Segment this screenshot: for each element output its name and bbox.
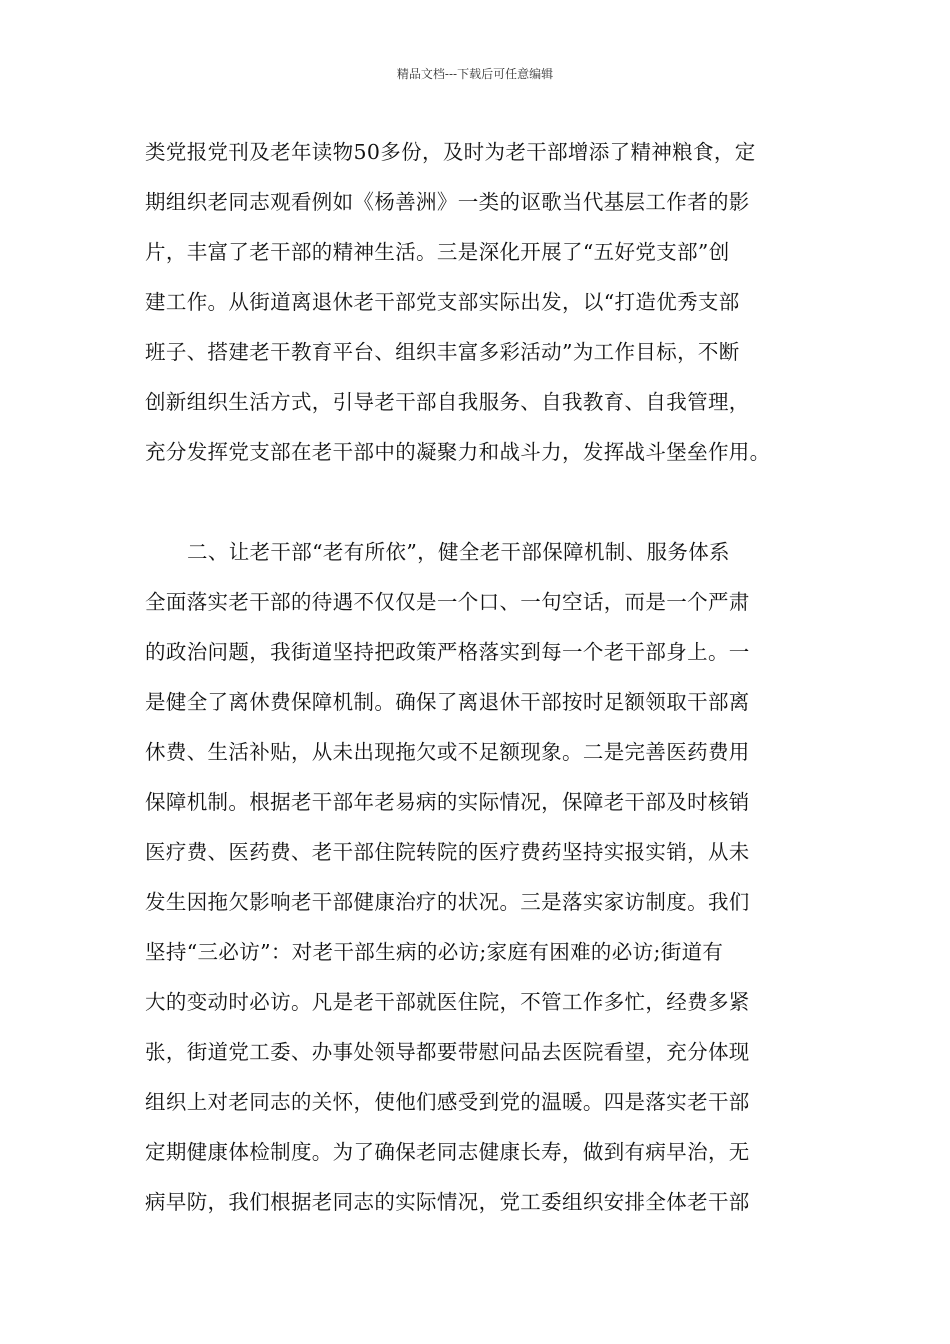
text-line: 是健全了离休费保障机制。确保了离退休干部按时足额领取干部离 bbox=[145, 690, 750, 714]
text-line: 片，丰富了老干部的精神生活。三是深化开展了“五好党支部”创 bbox=[145, 240, 730, 264]
text-line: 建工作。从街道离退休老干部党支部实际出发，以“打造优秀支部 bbox=[145, 290, 740, 314]
text-line: 保障机制。根据老干部年老易病的实际情况，保障老干部及时核销 bbox=[145, 790, 750, 814]
text-line: 充分发挥党支部在老干部中的凝聚力和战斗力，发挥战斗堡垒作用。 bbox=[145, 440, 771, 464]
text-line: 休费、生活补贴，从未出现拖欠或不足额现象。二是完善医药费用 bbox=[145, 740, 750, 764]
text-line: 定期健康体检制度。为了确保老同志健康长寿，做到有病早治，无 bbox=[145, 1140, 750, 1164]
text-line: 二、让老干部“老有所依”，健全老干部保障机制、服务体系 bbox=[187, 540, 730, 564]
text-line: 创新组织生活方式，引导老干部自我服务、自我教育、自我管理， bbox=[145, 390, 750, 414]
text-line: 发生因拖欠影响老干部健康治疗的状况。三是落实家访制度。我们 bbox=[145, 890, 750, 914]
text-line: 张，街道党工委、办事处领导都要带慰问品去医院看望，充分体现 bbox=[145, 1040, 750, 1064]
text-line: 坚持“三必访”：对老干部生病的必访;家庭有困难的必访;街道有 bbox=[145, 940, 724, 964]
text-line: 期组织老同志观看例如《杨善洲》一类的讴歌当代基层工作者的影 bbox=[145, 190, 750, 214]
text-line: 病早防，我们根据老同志的实际情况，党工委组织安排全体老干部 bbox=[145, 1190, 750, 1214]
text-line: 班子、搭建老干教育平台、组织丰富多彩活动”为工作目标，不断 bbox=[145, 340, 740, 364]
page-header: 精品文档---下载后可任意编辑 bbox=[396, 67, 554, 81]
text-line: 医疗费、医药费、老干部住院转院的医疗费药坚持实报实销，从未 bbox=[145, 840, 750, 864]
text-line: 大的变动时必访。凡是老干部就医住院，不管工作多忙，经费多紧 bbox=[145, 990, 750, 1014]
text-line: 类党报党刊及老年读物50多份，及时为老干部增添了精神粮食，定 bbox=[145, 140, 756, 164]
text-line: 组织上对老同志的关怀，使他们感受到党的温暖。四是落实老干部 bbox=[145, 1090, 750, 1114]
text-line: 的政治问题，我街道坚持把政策严格落实到每一个老干部身上。一 bbox=[145, 640, 750, 664]
text-line: 全面落实老干部的待遇不仅仅是一个口、一句空话，而是一个严肃 bbox=[145, 590, 750, 614]
